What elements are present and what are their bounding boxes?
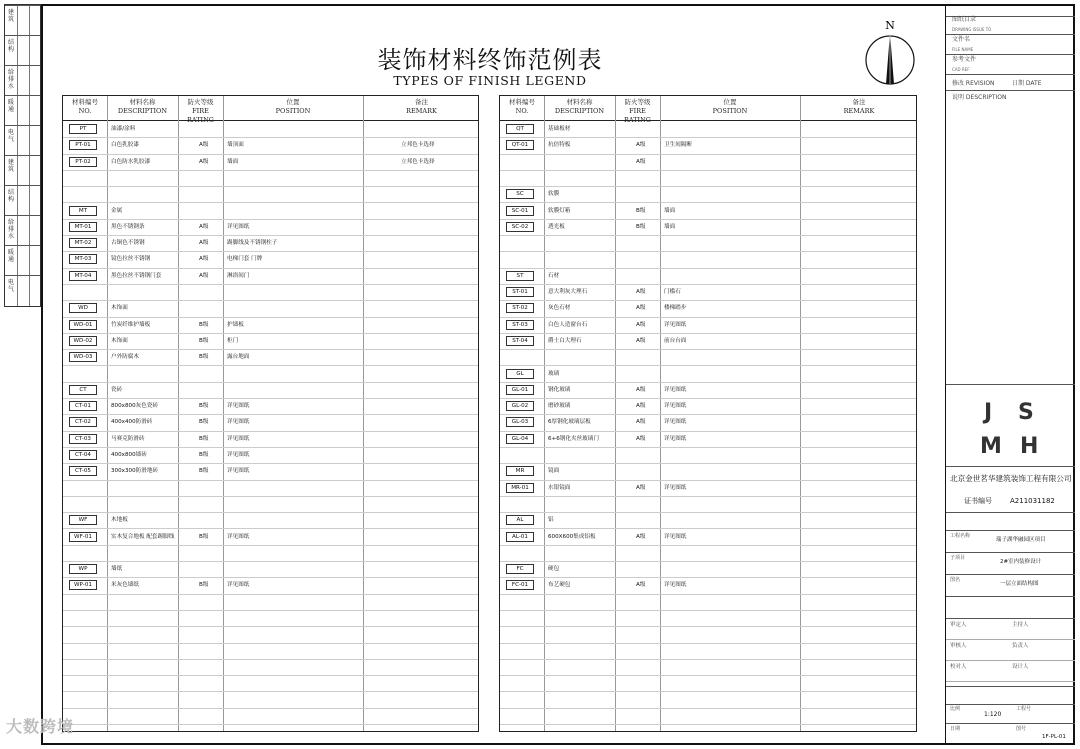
- table-row: [500, 610, 916, 627]
- fire-rating: A级: [636, 142, 646, 149]
- discipline-label: 结 构: [7, 39, 14, 53]
- discipline-label: 建 筑: [7, 159, 14, 173]
- approval-label: 审定人: [950, 622, 967, 628]
- fire-rating: B级: [199, 452, 209, 458]
- header-no: 材料编号 NO.: [72, 98, 98, 115]
- discipline-label: 建 筑: [7, 9, 14, 23]
- table-row: [63, 545, 478, 562]
- table-row: [500, 626, 916, 643]
- material-name: 黑色拉丝不锈钢门套: [111, 272, 162, 279]
- material-name: 爵士白大理石: [548, 337, 582, 344]
- position: 楼梯踏步: [664, 305, 687, 312]
- position: 详见图纸: [664, 484, 687, 491]
- cert-label: 证书编号: [964, 497, 992, 505]
- table-row: [63, 594, 478, 611]
- logo-letter-j: J: [984, 400, 993, 425]
- material-name: 户外防腐木: [111, 354, 139, 361]
- material-code: MR-01: [506, 483, 534, 493]
- material-name: 米灰色墙纸: [111, 582, 139, 589]
- material-name: 软膜: [548, 191, 560, 198]
- material-code: CT-03: [69, 434, 97, 444]
- material-code: WF: [69, 515, 97, 525]
- remark: 立邦色卡选择: [401, 158, 435, 165]
- fire-rating: B级: [199, 435, 209, 442]
- material-code: MT: [69, 206, 97, 216]
- approval-label: 校对人: [950, 664, 967, 670]
- scale-value: 1:120: [984, 711, 1002, 718]
- material-name: 300x300防滑地砖: [111, 468, 159, 475]
- material-code: WP: [69, 564, 97, 574]
- position: 电梯门套 门牌: [227, 256, 263, 263]
- position: 详见图纸: [664, 403, 687, 410]
- table-row: [63, 251, 478, 268]
- table-row: [500, 235, 916, 252]
- table-row: [63, 300, 478, 317]
- position: 详见图纸: [227, 582, 250, 589]
- material-name: 瓷砖: [111, 386, 123, 393]
- material-code: SC-01: [506, 206, 534, 216]
- fire-rating: B级: [199, 582, 209, 589]
- table-row: [63, 675, 478, 692]
- table-row: [63, 170, 478, 187]
- position: 详见图纸: [227, 403, 250, 410]
- table-row: [63, 219, 478, 236]
- position: 详见图纸: [664, 435, 687, 442]
- material-name: 透光板: [548, 223, 565, 230]
- table-row: [500, 545, 916, 562]
- material-name: 意大利灰大理石: [548, 289, 588, 295]
- material-name: 800x800灰色瓷砖: [111, 403, 159, 410]
- material-name: 6+6钢化夹丝玻璃门: [548, 435, 599, 442]
- logo-letter-h: H: [1020, 434, 1039, 459]
- fire-rating: B级: [199, 533, 209, 540]
- fire-rating: A级: [636, 158, 646, 165]
- material-code: WD: [69, 303, 97, 313]
- position: 墙顶面: [227, 142, 244, 149]
- fire-rating: A级: [199, 256, 209, 263]
- table-row: [500, 659, 916, 676]
- material-code: CT: [69, 385, 97, 395]
- position: 护墙板: [227, 321, 244, 328]
- table-row: [63, 284, 478, 301]
- fire-rating: B级: [199, 354, 209, 361]
- header-position: 位置 POSITION: [712, 98, 748, 115]
- fire-rating: B级: [199, 321, 209, 328]
- table-row: [63, 235, 478, 252]
- page-title: 装饰材料终饰范例表: [377, 46, 603, 74]
- page-subtitle: TYPES OF FINISH LEGEND: [393, 73, 587, 88]
- north-label: N: [885, 19, 895, 32]
- table-row: [500, 333, 916, 350]
- header-remark: 备注 REMARK: [406, 98, 437, 115]
- material-code: WD-03: [69, 352, 97, 362]
- table-row: [63, 317, 478, 334]
- fire-rating: B级: [636, 223, 646, 230]
- material-name: 镜面: [548, 468, 560, 475]
- table-row: [63, 463, 478, 480]
- position: 详见图纸: [227, 419, 250, 426]
- fire-rating: B级: [199, 419, 209, 426]
- header-fire-rating: 防火等级 FIRE RATING: [623, 98, 651, 124]
- fire-rating: B级: [199, 468, 209, 475]
- material-name: 油漆/涂料: [111, 126, 136, 132]
- fire-rating: A级: [636, 321, 646, 328]
- discipline-label: 暖 通: [7, 99, 14, 113]
- position: 踢脚线及不锈钢柱子: [227, 240, 278, 247]
- material-name: 白色人造窗台石: [548, 321, 588, 328]
- material-name: 硬包: [548, 566, 560, 573]
- table-row: [63, 349, 478, 366]
- position: 详见图纸: [227, 533, 250, 540]
- table-row: [500, 431, 916, 448]
- title-block: 图纸目录 DRAWING ISSUE TO 文件名 FILE NAME 参考文件 CAD REF 修改 REVISION 日期 DATE 说明 DESCRIPTION J S M H 北京金世茗华建筑装饰工程有限公司 证书编号 A211031182 工程名称 瑞子湖华融园区项目 子项目 2#室内装修设计 图名 一层立面结构图 比例 1:120 工程号 日期 图号 1F-PL-01 审定人 主持人 审核人 负责人 校对人 设计人: [945, 4, 1075, 745]
- table-row: [63, 692, 478, 709]
- table-row: [500, 643, 916, 660]
- material-code: CT-01: [69, 401, 97, 411]
- header-description: 材料名称 DESCRIPTION: [117, 98, 168, 115]
- table-row: [63, 480, 478, 497]
- header-fire-rating: 防火等级 FIRE RATING: [186, 98, 214, 124]
- material-code: ST-02: [506, 303, 534, 313]
- discipline-label: 给排水: [7, 219, 14, 240]
- table-row: [63, 186, 478, 203]
- fire-rating: A级: [199, 272, 209, 279]
- table-row: [500, 398, 916, 415]
- material-code: QT: [506, 124, 534, 134]
- header-position: 位置 POSITION: [275, 98, 311, 115]
- material-code: PT-02: [69, 157, 97, 167]
- material-code: SC-02: [506, 222, 534, 232]
- table-row: [63, 447, 478, 464]
- material-code: ST-04: [506, 336, 534, 346]
- table-row: [63, 577, 478, 594]
- position: 露台地面: [227, 354, 250, 361]
- fire-rating: A级: [199, 240, 209, 247]
- material-code: WD-02: [69, 336, 97, 346]
- position: 卫生间隔断: [664, 142, 692, 149]
- fire-rating: A级: [636, 337, 646, 344]
- material-code: GL-04: [506, 434, 534, 444]
- table-row: [500, 692, 916, 709]
- table-row: [500, 137, 916, 154]
- material-code: PT-01: [69, 140, 97, 150]
- material-code: ST-03: [506, 320, 534, 330]
- material-name: 实木复合地板 配套踢脚线: [111, 533, 175, 540]
- material-name: 6厚钢化玻璃层板: [548, 419, 591, 426]
- position: 详见图纸: [664, 533, 687, 540]
- approval-label: 审核人: [950, 643, 967, 649]
- material-name: 白色乳胶漆: [111, 142, 139, 149]
- project-name: 瑞子湖华融园区项目: [996, 537, 1046, 543]
- table-row: [500, 529, 916, 546]
- table-row: [63, 610, 478, 627]
- approval-label: 负责人: [1012, 643, 1029, 649]
- table-row: [500, 219, 916, 236]
- discipline-label: 暖 通: [7, 249, 14, 263]
- fire-rating: A级: [636, 386, 646, 393]
- position: 墙面: [227, 158, 239, 165]
- fire-rating: B级: [199, 403, 209, 410]
- material-code: AL-01: [506, 532, 534, 542]
- material-name: 布艺硬包: [548, 582, 571, 589]
- material-code: FC: [506, 564, 534, 574]
- material-code: WF-01: [69, 532, 97, 542]
- material-name: 磨砂玻璃: [548, 403, 571, 410]
- position: 墙面: [664, 207, 676, 214]
- table-row: [500, 577, 916, 594]
- table-row: [63, 496, 478, 513]
- table-row: [63, 431, 478, 448]
- material-name: 石材: [548, 272, 560, 279]
- logo-letter-m: M: [980, 434, 1002, 459]
- table-row: [63, 154, 478, 171]
- fire-rating: A级: [199, 158, 209, 165]
- position: 详见图纸: [664, 386, 687, 393]
- table-row: [63, 382, 478, 399]
- fire-rating: A级: [636, 533, 646, 540]
- material-code: GL: [506, 369, 534, 379]
- table-row: [63, 626, 478, 643]
- remark: 立邦色卡选择: [401, 142, 435, 149]
- material-name: 竹炭纤维护墙板: [111, 321, 151, 328]
- material-name: 墙纸: [111, 566, 123, 573]
- position: 门槛石: [664, 289, 681, 295]
- material-name: 镜色拉丝不锈钢: [111, 256, 151, 263]
- material-name: 木地板: [111, 517, 128, 524]
- table-row: [500, 349, 916, 366]
- header-no: 材料编号 NO.: [509, 98, 535, 115]
- fire-rating: A级: [636, 419, 646, 426]
- header-remark: 备注 REMARK: [843, 98, 875, 115]
- material-name: 抗倍特板: [548, 142, 571, 149]
- fire-rating: A级: [636, 305, 646, 312]
- material-code: AL: [506, 515, 534, 525]
- drawing-name: 一层立面结构图: [1000, 581, 1039, 587]
- table-row: [500, 447, 916, 464]
- material-name: 软膜灯箱: [548, 207, 571, 214]
- material-code: MR: [506, 466, 534, 476]
- material-code: MT-04: [69, 271, 97, 281]
- material-name: 灰色石材: [548, 305, 571, 312]
- material-name: 白色防水乳胶漆: [111, 158, 151, 165]
- material-code: WD-01: [69, 320, 97, 330]
- finish-legend-table-right: [499, 95, 917, 732]
- material-code: PT: [69, 124, 97, 134]
- table-row: [500, 512, 916, 529]
- table-row: [500, 317, 916, 334]
- position: 详见图纸: [664, 582, 687, 589]
- table-row: [63, 268, 478, 285]
- material-code: GL-01: [506, 385, 534, 395]
- table-row: [500, 708, 916, 725]
- fire-rating: B级: [636, 207, 646, 214]
- table-row: [63, 708, 478, 725]
- material-name: 玻璃: [548, 370, 560, 377]
- position: 详见图纸: [664, 321, 687, 328]
- material-code: WP-01: [69, 580, 97, 590]
- drawing-issue-label: 图纸目录: [952, 16, 977, 23]
- material-code: MT-02: [69, 238, 97, 248]
- discipline-label: 电 气: [7, 129, 14, 143]
- table-row: [500, 675, 916, 692]
- discipline-strip: [4, 4, 41, 307]
- sub-project-name: 2#室内装修设计: [1000, 559, 1042, 565]
- material-name: 基础板材: [548, 126, 571, 132]
- fire-rating: B级: [199, 337, 209, 344]
- material-code: CT-05: [69, 466, 97, 476]
- table-row: [63, 121, 478, 138]
- table-row: [63, 333, 478, 350]
- company-name: 北京金世茗华建筑装饰工程有限公司: [950, 474, 1072, 483]
- table-row: [63, 414, 478, 431]
- position: 详见图纸: [227, 223, 250, 230]
- cert-number: A211031182: [1010, 497, 1055, 505]
- fire-rating: A级: [636, 484, 646, 491]
- approval-label: 设计人: [1012, 664, 1029, 670]
- material-name: 木饰面: [111, 305, 128, 312]
- fire-rating: A级: [636, 289, 646, 295]
- logo-letter-s: S: [1018, 400, 1034, 425]
- material-name: 400x800墙砖: [111, 452, 147, 458]
- material-name: 水银镜面: [548, 484, 571, 491]
- material-code: MT-01: [69, 222, 97, 232]
- table-row: [500, 480, 916, 497]
- material-name: 400x400防滑砖: [111, 419, 153, 426]
- position: 淋浴间门: [227, 272, 250, 279]
- fire-rating: A级: [199, 223, 209, 230]
- table-row: [63, 529, 478, 546]
- material-code: SC: [506, 189, 534, 199]
- position: 前台台面: [664, 337, 687, 344]
- discipline-label: 结 构: [7, 189, 14, 203]
- table-row: [500, 121, 916, 138]
- material-code: GL-03: [506, 417, 534, 427]
- material-name: 钢化玻璃: [548, 386, 571, 393]
- table-row: [63, 203, 478, 220]
- position: 详见图纸: [227, 435, 250, 442]
- material-code: FC-01: [506, 580, 534, 590]
- table-row: [500, 594, 916, 611]
- north-arrow-icon: [860, 18, 920, 88]
- material-code: MT-03: [69, 254, 97, 264]
- material-code: QT-01: [506, 140, 534, 150]
- table-row: [500, 170, 916, 187]
- material-code: ST: [506, 271, 534, 281]
- position: 详见图纸: [227, 452, 250, 458]
- fire-rating: A级: [636, 582, 646, 589]
- fire-rating: A级: [636, 403, 646, 410]
- table-row: [500, 496, 916, 513]
- material-name: 古铜色不锈钢: [111, 240, 145, 247]
- material-name: 木饰面: [111, 337, 128, 344]
- table-row: [63, 643, 478, 660]
- table-row: [63, 137, 478, 154]
- position: 墙面: [664, 223, 676, 230]
- header-description: 材料名称 DESCRIPTION: [554, 98, 605, 115]
- table-row: [500, 251, 916, 268]
- position: 柜门: [227, 337, 239, 344]
- table-row: [500, 284, 916, 301]
- finish-legend-table-left: [62, 95, 479, 732]
- table-row: [63, 512, 478, 529]
- table-row: [63, 659, 478, 676]
- material-name: 马赛克防滑砖: [111, 435, 145, 442]
- table-row: [500, 154, 916, 171]
- material-code: CT-04: [69, 450, 97, 460]
- table-row: [63, 366, 478, 383]
- material-name: 金属: [111, 207, 123, 214]
- position: 详见图纸: [227, 468, 250, 475]
- table-row: [500, 300, 916, 317]
- table-row: [500, 414, 916, 431]
- table-row: [500, 463, 916, 480]
- table-row: [500, 186, 916, 203]
- material-name: 黑色不锈钢条: [111, 223, 145, 230]
- material-code: CT-02: [69, 417, 97, 427]
- table-row: [500, 203, 916, 220]
- material-code: ST-01: [506, 287, 534, 297]
- fire-rating: A级: [199, 142, 209, 149]
- watermark: 大数跨境: [6, 717, 75, 736]
- table-row: [500, 382, 916, 399]
- table-row: [500, 366, 916, 383]
- position: 详见图纸: [664, 419, 687, 426]
- table-row: [500, 561, 916, 578]
- material-code: GL-02: [506, 401, 534, 411]
- material-name: 铝: [548, 517, 554, 524]
- discipline-label: 电 气: [7, 279, 14, 293]
- table-row: [63, 561, 478, 578]
- approval-label: 主持人: [1012, 622, 1029, 628]
- drawing-number: 1F-PL-01: [1042, 734, 1066, 740]
- discipline-label: 给排水: [7, 69, 14, 90]
- fire-rating: A级: [636, 435, 646, 442]
- table-row: [63, 398, 478, 415]
- material-name: 600X600集成铝板: [548, 533, 596, 540]
- table-row: [500, 268, 916, 285]
